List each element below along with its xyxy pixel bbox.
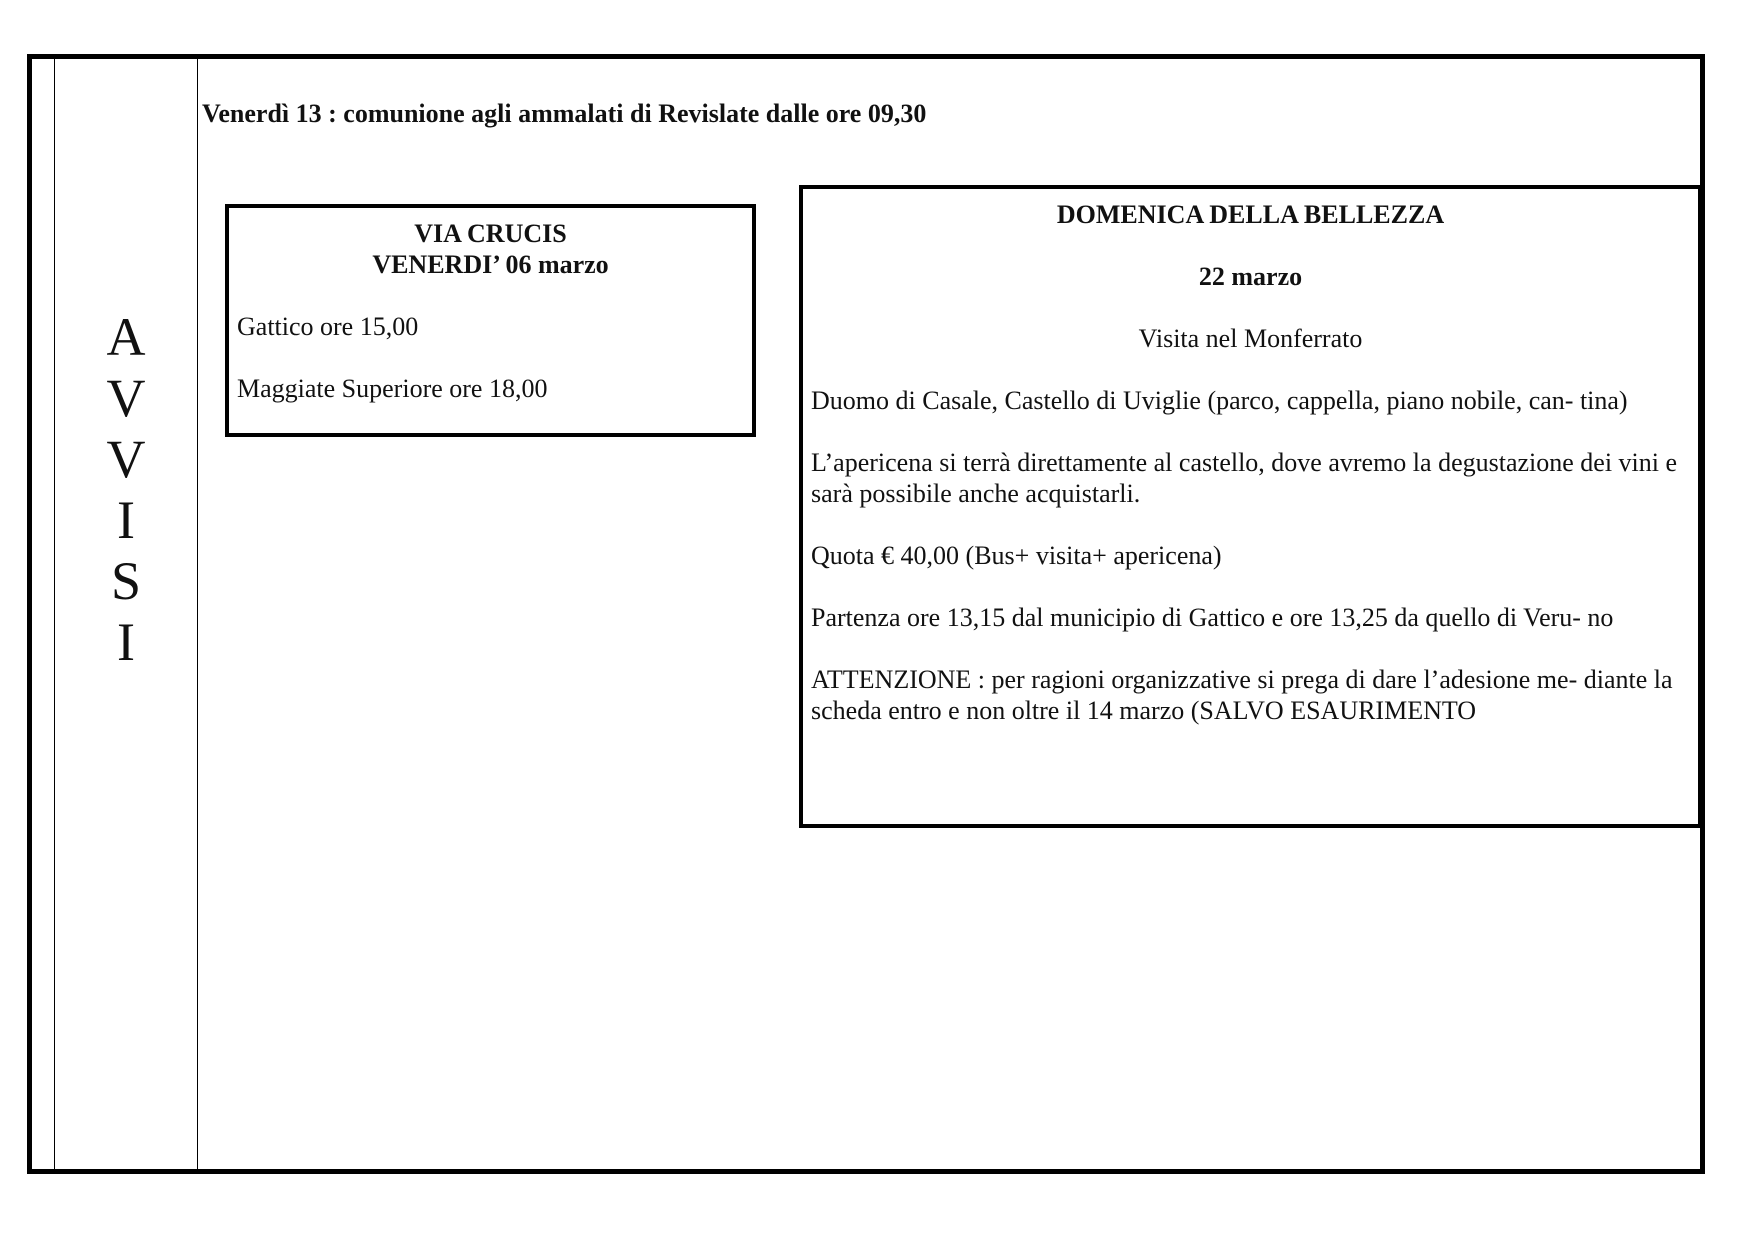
domenica-bellezza-box [799,185,1702,828]
title-letter: S [110,551,142,611]
domenica-paragraph: Duomo di Casale, Castello di Uviglie (parco, cappella, piano nobile, can- tina) [811,386,1628,415]
domenica-paragraph: ATTENZIONE : per ragioni organizzative si prega di dare l’adesione me- diante la scheda entro e non oltre il 14 marzo (SALVO ESAURIMENTO [811,665,1673,725]
domenica-paragraph: Partenza ore 13,15 dal municipio di Gattico e ore 13,25 da quello di Veru- no [811,603,1614,632]
sidebar-column [54,59,198,1169]
via-crucis-date: VENERDI’ 06 marzo [372,250,609,279]
vertical-title-avvisi [55,307,197,673]
via-crucis-line: Gattico ore 15,00 [237,312,419,341]
domenica-date: 22 marzo [1198,262,1303,291]
via-crucis-line: Maggiate Superiore ore 18,00 [237,374,548,403]
domenica-subtitle: Visita nel Monferrato [1138,324,1363,353]
domenica-title: DOMENICA DELLA BELLEZZA [1056,200,1445,229]
title-letter: A [106,307,146,367]
top-notice: Venerdì 13 : comunione agli ammalati di Revislate dalle ore 09,30 [202,99,927,128]
title-letter: V [106,368,146,428]
notice-board-frame [27,54,1705,1174]
title-letter: V [106,429,146,489]
title-letter: I [117,490,135,550]
title-letter: I [117,612,135,672]
via-crucis-box [225,204,756,437]
via-crucis-title: VIA CRUCIS [414,219,567,248]
domenica-paragraph: L’apericena si terrà direttamente al castello, dove avremo la degustazione dei vini e sarà possibile anche acquistarli. [811,448,1678,508]
domenica-paragraph: Quota € 40,00 (Bus+ visita+ apericena) [811,541,1222,570]
